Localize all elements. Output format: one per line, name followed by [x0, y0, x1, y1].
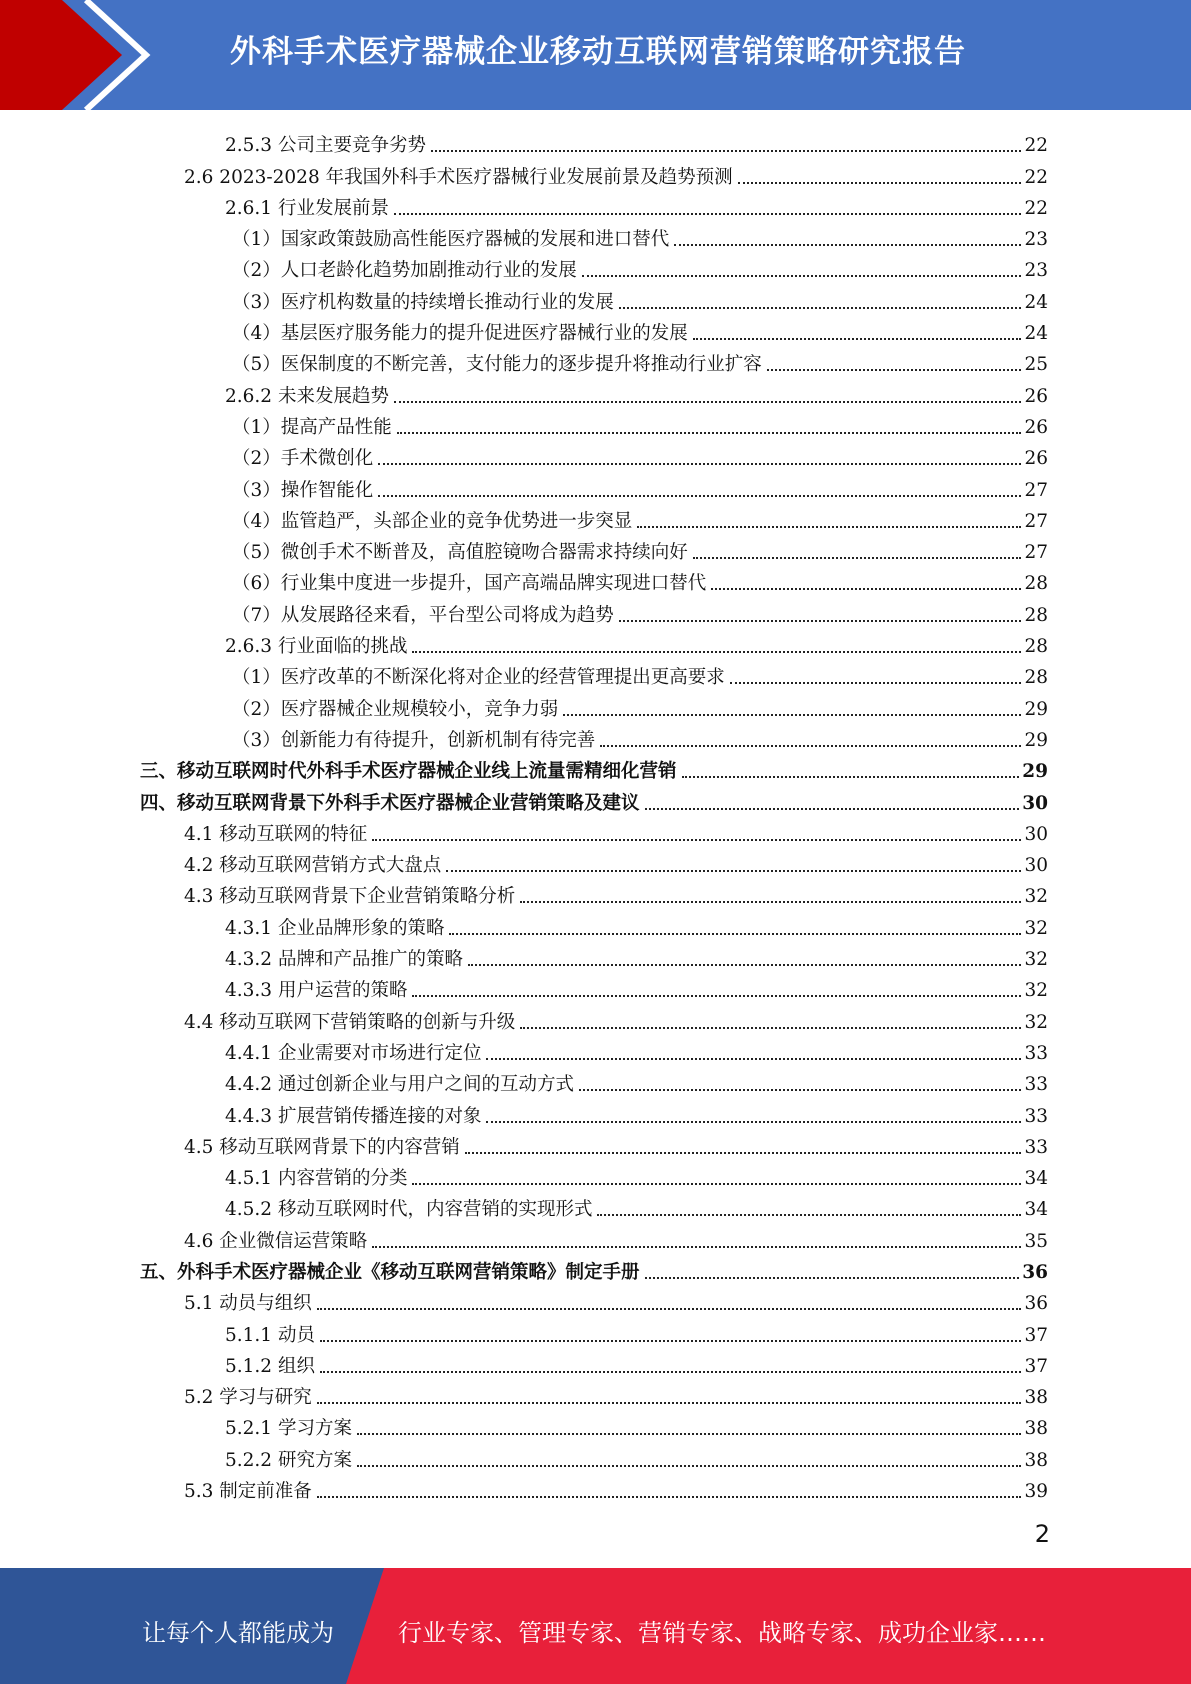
toc-entry-page: 23 [1024, 260, 1048, 282]
toc-entry-label: （6）行业集中度进一步提升，国产高端品牌实现进口替代 [232, 573, 707, 595]
toc-leader-dots [738, 182, 1022, 184]
toc-entry-label: 5.1.2 组织 [225, 1355, 315, 1377]
toc-entry-page: 33 [1024, 1042, 1048, 1064]
toc-entry-label: 4.4.2 通过创新企业与用户之间的互动方式 [225, 1074, 574, 1096]
toc-entry-label: 4.6 企业微信运营策略 [184, 1230, 368, 1252]
toc-entry-label: （7）从发展路径来看，平台型公司将成为趋势 [232, 604, 614, 626]
toc-entry[interactable] [140, 973, 1048, 1004]
toc-entry[interactable] [140, 1161, 1048, 1192]
toc-entry-page: 33 [1024, 1074, 1048, 1096]
toc-entry-page: 29 [1022, 761, 1048, 783]
toc-entry-label: 5.2 学习与研究 [184, 1387, 312, 1409]
toc-entry-label: 4.1 移动互联网的特征 [184, 823, 368, 845]
toc-leader-dots [730, 682, 1022, 684]
toc-entry-page: 29 [1024, 729, 1048, 751]
toc-entry-page: 34 [1024, 1168, 1048, 1190]
toc-entry[interactable] [140, 253, 1048, 284]
toc-entry[interactable] [140, 942, 1048, 973]
toc-entry-label: （3）医疗机构数量的持续增长推动行业的发展 [232, 291, 614, 313]
table-of-contents [140, 128, 1048, 1505]
toc-entry[interactable] [140, 347, 1048, 378]
toc-entry-page: 24 [1024, 323, 1048, 345]
toc-entry[interactable] [140, 378, 1048, 409]
toc-entry[interactable] [140, 754, 1048, 785]
toc-leader-dots [412, 995, 1021, 997]
toc-entry-page: 32 [1024, 917, 1048, 939]
toc-entry-label: （3）操作智能化 [232, 479, 374, 501]
toc-entry-page: 30 [1024, 823, 1048, 845]
toc-leader-dots [372, 839, 1021, 841]
toc-entry-label: （4）监管趋严，头部企业的竞争优势进一步突显 [232, 510, 633, 532]
toc-entry-page: 27 [1024, 479, 1048, 501]
toc-leader-dots [645, 808, 1020, 810]
toc-entry-page: 38 [1024, 1449, 1048, 1471]
toc-entry[interactable] [140, 1004, 1048, 1035]
toc-entry-label: 4.3.1 企业品牌形象的策略 [225, 917, 445, 939]
toc-entry[interactable] [140, 1192, 1048, 1223]
toc-entry[interactable] [140, 817, 1048, 848]
toc-leader-dots [600, 745, 1021, 747]
toc-entry-page: 37 [1024, 1324, 1048, 1346]
toc-entry-page: 34 [1024, 1199, 1048, 1221]
toc-entry-label: （4）基层医疗服务能力的提升促进医疗器械行业的发展 [232, 323, 688, 345]
toc-entry-label: 四、移动互联网背景下外科手术医疗器械企业营销策略及建议 [140, 792, 640, 814]
toc-leader-dots [682, 776, 1020, 778]
toc-entry-label: 4.4 移动互联网下营销策略的创新与升级 [184, 1011, 516, 1033]
toc-leader-dots [563, 714, 1021, 716]
toc-entry-page: 36 [1022, 1261, 1048, 1283]
toc-entry-page: 25 [1024, 354, 1048, 376]
toc-leader-dots [372, 1246, 1021, 1248]
toc-entry[interactable] [140, 1223, 1048, 1254]
toc-entry-label: 五、外科手术医疗器械企业《移动互联网营销策略》制定手册 [140, 1261, 640, 1283]
toc-entry-label: 5.2.2 研究方案 [225, 1449, 352, 1471]
toc-leader-dots [579, 1089, 1021, 1091]
toc-leader-dots [412, 651, 1021, 653]
toc-leader-dots [465, 1152, 1022, 1154]
toc-entry[interactable] [140, 504, 1048, 535]
toc-leader-dots [317, 1308, 1022, 1310]
toc-entry[interactable] [140, 1317, 1048, 1348]
toc-entry-page: 28 [1024, 604, 1048, 626]
toc-leader-dots [397, 432, 1022, 434]
toc-leader-dots [378, 463, 1021, 465]
toc-entry-page: 39 [1024, 1481, 1048, 1503]
toc-leader-dots [674, 244, 1021, 246]
toc-entry-page: 30 [1022, 792, 1048, 814]
toc-entry-label: （2）医疗器械企业规模较小，竞争力弱 [232, 698, 559, 720]
toc-entry-label: 三、移动互联网时代外科手术医疗器械企业线上流量需精细化营销 [140, 761, 677, 783]
page-header [0, 0, 1191, 110]
toc-entry-label: （2）手术微创化 [232, 448, 374, 470]
footer-slogan-right: 行业专家、管理专家、营销专家、战略专家、成功企业家…… [398, 1619, 1046, 1647]
toc-entry-label: 4.3.3 用户运营的策略 [225, 980, 408, 1002]
toc-entry-label: 4.5 移动互联网背景下的内容营销 [184, 1136, 460, 1158]
toc-entry[interactable] [140, 1349, 1048, 1380]
toc-leader-dots [520, 1027, 1021, 1029]
toc-entry-label: （5）医保制度的不断完善，支付能力的逐步提升将推动行业扩容 [232, 354, 762, 376]
toc-entry[interactable] [140, 723, 1048, 754]
footer-slogan-left: 让每个人都能成为 [142, 1619, 334, 1647]
header-arrow-decoration [0, 0, 170, 110]
toc-entry-page: 32 [1024, 980, 1048, 1002]
toc-entry-label: 5.2.1 学习方案 [225, 1418, 352, 1440]
toc-entry-label: （1）医疗改革的不断深化将对企业的经营管理提出更高要求 [232, 667, 725, 689]
toc-leader-dots [637, 526, 1021, 528]
toc-leader-dots [693, 338, 1022, 340]
toc-entry[interactable] [140, 691, 1048, 722]
toc-entry[interactable] [140, 848, 1048, 879]
toc-entry-label: （2）人口老龄化趋势加剧推动行业的发展 [232, 260, 577, 282]
toc-leader-dots [597, 1214, 1021, 1216]
toc-entry-page: 32 [1024, 1011, 1048, 1033]
toc-entry-label: 4.3 移动互联网背景下企业营销策略分析 [184, 886, 516, 908]
toc-leader-dots [645, 1277, 1020, 1279]
toc-entry-label: （1）国家政策鼓励高性能医疗器械的发展和进口替代 [232, 229, 670, 251]
toc-entry[interactable] [140, 472, 1048, 503]
toc-entry-page: 24 [1024, 291, 1048, 313]
toc-entry[interactable] [140, 1098, 1048, 1129]
toc-leader-dots [357, 1433, 1022, 1435]
toc-leader-dots [412, 1183, 1021, 1185]
toc-entry[interactable] [140, 222, 1048, 253]
toc-entry-page: 28 [1024, 667, 1048, 689]
toc-entry-label: 4.2 移动互联网营销方式大盘点 [184, 855, 442, 877]
toc-entry-page: 33 [1024, 1136, 1048, 1158]
toc-entry[interactable] [140, 1036, 1048, 1067]
toc-entry-page: 29 [1024, 698, 1048, 720]
toc-entry[interactable] [140, 910, 1048, 941]
toc-entry[interactable] [140, 566, 1048, 597]
toc-entry-page: 32 [1024, 949, 1048, 971]
toc-leader-dots [394, 401, 1021, 403]
toc-entry[interactable] [140, 1255, 1048, 1286]
toc-entry[interactable] [140, 128, 1048, 159]
toc-leader-dots [431, 150, 1021, 152]
toc-leader-dots [317, 1496, 1022, 1498]
toc-entry-label: （1）提高产品性能 [232, 416, 392, 438]
toc-leader-dots [486, 1058, 1021, 1060]
toc-leader-dots [357, 1465, 1022, 1467]
toc-leader-dots [468, 964, 1021, 966]
toc-entry-label: 2.5.3 公司主要竞争劣势 [225, 135, 426, 157]
toc-entry-label: 5.1 动员与组织 [184, 1293, 312, 1315]
toc-entry-label: 5.1.1 动员 [225, 1324, 315, 1346]
toc-entry[interactable] [140, 1286, 1048, 1317]
toc-entry-page: 30 [1024, 855, 1048, 877]
toc-entry-label: 4.3.2 品牌和产品推广的策略 [225, 949, 463, 971]
toc-entry[interactable] [140, 1442, 1048, 1473]
toc-entry-page: 38 [1024, 1387, 1048, 1409]
toc-entry-label: 4.4.3 扩展营销传播连接的对象 [225, 1105, 482, 1127]
toc-entry[interactable] [140, 191, 1048, 222]
toc-entry-label: 5.3 制定前准备 [184, 1481, 312, 1503]
toc-entry-label: 2.6.1 行业发展前景 [225, 197, 389, 219]
toc-entry[interactable] [140, 159, 1048, 190]
toc-leader-dots [767, 369, 1022, 371]
report-title: 外科手术医疗器械企业移动互联网营销策略研究报告 [230, 34, 966, 70]
toc-entry-label: （3）创新能力有待提升，创新机制有待完善 [232, 729, 596, 751]
toc-entry-page: 26 [1024, 448, 1048, 470]
toc-entry-label: 2.6.3 行业面临的挑战 [225, 636, 408, 658]
toc-entry-page: 35 [1024, 1230, 1048, 1252]
toc-entry-page: 26 [1024, 385, 1048, 407]
toc-entry[interactable] [140, 441, 1048, 472]
toc-entry[interactable] [140, 785, 1048, 816]
toc-entry-page: 26 [1024, 416, 1048, 438]
toc-entry-label: 2.6 2023-2028 年我国外科手术医疗器械行业发展前景及趋势预测 [184, 166, 733, 188]
toc-entry[interactable] [140, 597, 1048, 628]
toc-entry[interactable] [140, 284, 1048, 315]
toc-leader-dots [320, 1340, 1022, 1342]
toc-leader-dots [711, 588, 1021, 590]
toc-entry[interactable] [140, 1474, 1048, 1505]
toc-leader-dots [619, 620, 1022, 622]
toc-entry-page: 33 [1024, 1105, 1048, 1127]
toc-entry-page: 22 [1024, 166, 1048, 188]
toc-entry-page: 32 [1024, 886, 1048, 908]
toc-entry[interactable] [140, 1411, 1048, 1442]
toc-leader-dots [582, 275, 1022, 277]
toc-entry-page: 23 [1024, 229, 1048, 251]
toc-entry[interactable] [140, 629, 1048, 660]
toc-entry-page: 22 [1024, 135, 1048, 157]
toc-leader-dots [394, 213, 1021, 215]
toc-leader-dots [693, 557, 1022, 559]
toc-leader-dots [320, 1371, 1022, 1373]
page-number: 2 [1034, 1520, 1050, 1548]
toc-entry[interactable] [140, 660, 1048, 691]
toc-entry-page: 28 [1024, 573, 1048, 595]
toc-entry[interactable] [140, 410, 1048, 441]
toc-entry-page: 36 [1024, 1293, 1048, 1315]
toc-entry-page: 37 [1024, 1355, 1048, 1377]
toc-entry-label: 4.5.1 内容营销的分类 [225, 1168, 408, 1190]
toc-entry[interactable] [140, 535, 1048, 566]
page-footer [0, 1568, 1191, 1684]
toc-leader-dots [520, 901, 1021, 903]
toc-entry-page: 22 [1024, 197, 1048, 219]
toc-leader-dots [619, 307, 1022, 309]
toc-leader-dots [446, 870, 1021, 872]
toc-entry[interactable] [140, 879, 1048, 910]
toc-leader-dots [486, 1121, 1021, 1123]
toc-entry-label: 2.6.2 未来发展趋势 [225, 385, 389, 407]
toc-entry-label: 4.5.2 移动互联网时代，内容营销的实现形式 [225, 1199, 593, 1221]
toc-entry-page: 27 [1024, 510, 1048, 532]
toc-leader-dots [378, 495, 1021, 497]
toc-entry-page: 28 [1024, 636, 1048, 658]
toc-entry[interactable] [140, 1130, 1048, 1161]
toc-entry-label: 4.4.1 企业需要对市场进行定位 [225, 1042, 482, 1064]
toc-leader-dots [317, 1402, 1022, 1404]
toc-entry-label: （5）微创手术不断普及，高值腔镜吻合器需求持续向好 [232, 542, 688, 564]
toc-entry[interactable] [140, 1380, 1048, 1411]
toc-entry[interactable] [140, 316, 1048, 347]
toc-leader-dots [449, 933, 1021, 935]
toc-entry[interactable] [140, 1067, 1048, 1098]
toc-entry-page: 27 [1024, 542, 1048, 564]
toc-entry-page: 38 [1024, 1418, 1048, 1440]
